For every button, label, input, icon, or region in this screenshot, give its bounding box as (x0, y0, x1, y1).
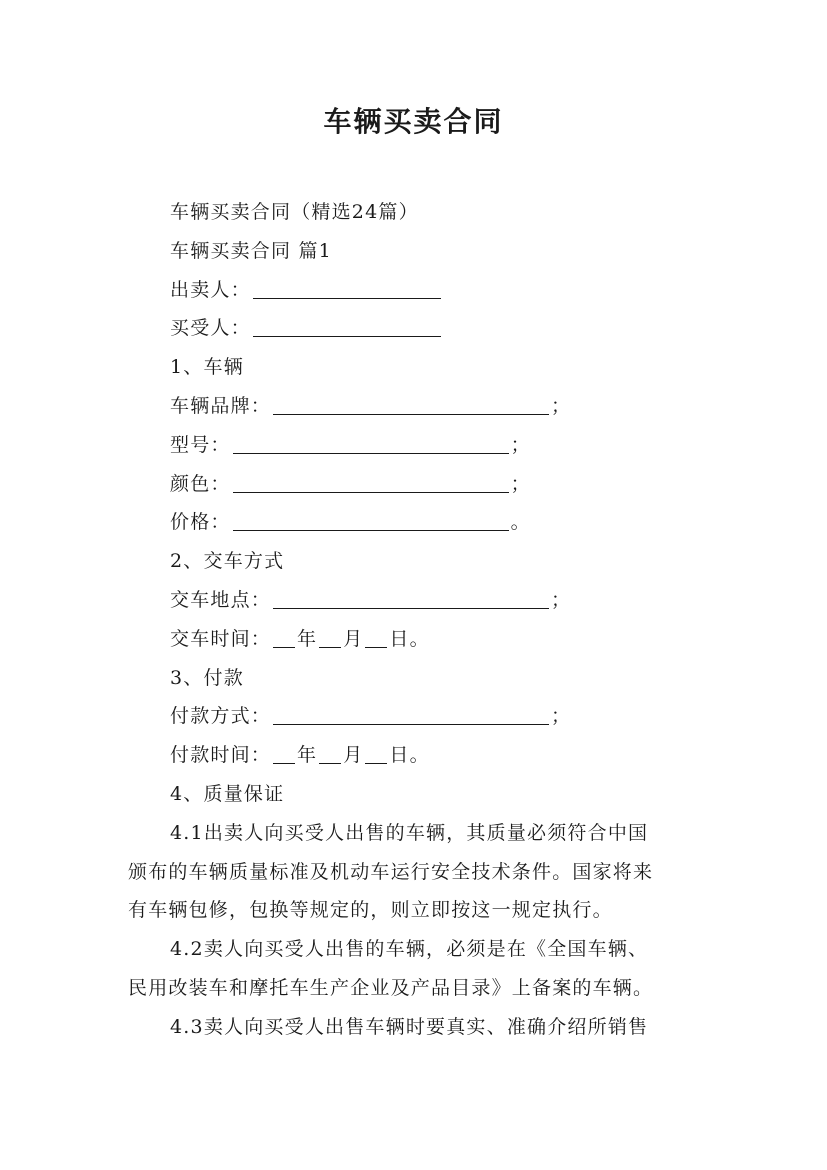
model-end: ； (510, 433, 531, 456)
model-line (128, 426, 718, 465)
payment-day-text: 日。 (389, 744, 430, 767)
color-end: ； (510, 472, 531, 495)
section-1-heading: 1、车辆 (170, 356, 244, 379)
payment-method-end: ； (551, 705, 572, 728)
clause-4-2-line-1: 4.2卖人向买受人出售的车辆，必须是在《全国车辆、 (170, 938, 649, 961)
color-line (128, 465, 718, 504)
payment-time-line (128, 736, 718, 775)
model-label: 型号： (170, 433, 231, 456)
clause-4-1-line-3: 有车辆包修，包换等规定的，则立即按这一规定执行。 (128, 899, 613, 922)
payment-method-blank (273, 704, 549, 725)
color-blank (233, 472, 509, 493)
delivery-year-text: 年 (297, 627, 318, 650)
delivery-day-text: 日。 (389, 627, 430, 650)
section-3-heading: 3、付款 (170, 666, 244, 689)
delivery-month-text: 月 (343, 627, 364, 650)
payment-year-text: 年 (297, 744, 318, 767)
payment-method-label: 付款方式： (170, 705, 272, 728)
article-heading: 车辆买卖合同 篇1 (170, 239, 332, 262)
payment-time-label: 付款时间： (170, 744, 272, 767)
brand-end: ； (551, 394, 572, 417)
price-end: 。 (510, 511, 531, 534)
delivery-place-line (128, 581, 718, 620)
payment-month-text: 月 (343, 744, 364, 767)
buyer-label: 买受人： (170, 317, 251, 340)
delivery-place-blank (273, 588, 549, 609)
clause-4-3-line-1: 4.3卖人向买受人出售车辆时要真实、准确介绍所销售 (170, 1015, 649, 1038)
seller-line (128, 271, 718, 310)
clause-4-2-line-2: 民用改装车和摩托车生产企业及产品目录》上备案的车辆。 (128, 976, 654, 999)
payment-month-blank (319, 743, 341, 764)
delivery-year-blank (273, 627, 295, 648)
clause-4-1-line-1: 4.1出卖人向买受人出售的车辆，其质量必须符合中国 (170, 821, 649, 844)
delivery-time-label: 交车时间： (170, 627, 272, 650)
price-line (128, 503, 718, 542)
delivery-day-blank (365, 627, 387, 648)
brand-blank (273, 394, 549, 415)
buyer-line (128, 309, 718, 348)
buyer-blank (253, 316, 441, 337)
color-label: 颜色： (170, 472, 231, 495)
brand-label: 车辆品牌： (170, 394, 272, 417)
section-2-heading: 2、交车方式 (170, 550, 285, 573)
seller-blank (253, 278, 441, 299)
section-4-heading: 4、质量保证 (170, 782, 285, 805)
seller-label: 出卖人： (170, 278, 251, 301)
delivery-place-label: 交车地点： (170, 588, 272, 611)
document-title: 车辆买卖合同 (323, 105, 504, 138)
delivery-month-blank (319, 627, 341, 648)
price-blank (233, 510, 509, 531)
delivery-time-line (128, 620, 718, 659)
subtitle: 车辆买卖合同（精选24篇） (170, 201, 419, 223)
payment-year-blank (273, 743, 295, 764)
price-label: 价格： (170, 511, 231, 534)
delivery-place-end: ； (551, 588, 572, 611)
payment-method-line (128, 697, 718, 736)
clause-4-1-line-2: 颁布的车辆质量标准及机动车运行安全技术条件。国家将来 (128, 860, 654, 883)
document-body (128, 193, 718, 1047)
brand-line (128, 387, 718, 426)
payment-day-blank (365, 743, 387, 764)
model-blank (233, 433, 509, 454)
